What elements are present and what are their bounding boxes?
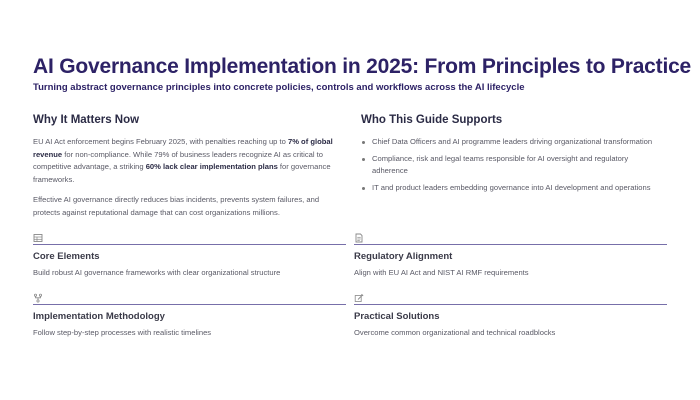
card-description: Build robust AI governance frameworks with clear organizational structure [33, 268, 281, 277]
penalty-highlight: 7% of global revenue [33, 137, 333, 159]
list-item: Chief Data Officers and AI programme leaders driving organizational transformation [361, 136, 661, 149]
grid-icon [33, 233, 43, 243]
list-item: IT and product leaders embedding governance into AI development and operations [361, 182, 661, 195]
tools-icon [354, 293, 364, 303]
document-icon [354, 233, 364, 243]
why-it-matters-section [33, 114, 338, 227]
page-subtitle: Turning abstract governance principles into concrete policies, controls and workflows across the AI lifecycle [33, 82, 525, 93]
why-paragraph-2: Effective AI governance directly reduces bias incidents, prevents system failures, and protects against reputational damage that can cost organizations millions. [33, 195, 320, 217]
card-title: Core Elements [33, 251, 100, 262]
plans-highlight: 60% lack clear implementation plans [145, 162, 278, 171]
card-description: Follow step-by-step processes with realistic timelines [33, 328, 212, 337]
card-divider [354, 304, 667, 305]
bullet-dot [362, 158, 365, 161]
card-divider [354, 244, 667, 245]
list-item: Compliance, risk and legal teams responsible for AI oversight and regulatory adherence [361, 153, 661, 178]
card-practical-solutions [354, 293, 667, 337]
why-paragraph-1: EU AI Act enforcement begins February 2025, with penalties reaching up to 7% of global revenue for non-compliance. While 79% of business leaders recognize AI as critical to competitive advantage, a striking 60% lack clear implementation plans for governance frameworks. [33, 137, 333, 184]
bullet-dot [362, 187, 365, 190]
why-heading: Why It Matters Now [33, 114, 140, 126]
card-description: Align with EU AI Act and NIST AI RMF requirements [354, 268, 529, 277]
card-implementation-methodology [33, 293, 346, 337]
flow-icon [33, 293, 43, 303]
bullet-dot [362, 141, 365, 144]
page-title: AI Governance Implementation in 2025: From Principles to Practice [33, 55, 692, 78]
card-divider [33, 304, 346, 305]
card-title: Implementation Methodology [33, 311, 165, 322]
card-regulatory-alignment [354, 233, 667, 277]
card-divider [33, 244, 346, 245]
card-title: Practical Solutions [354, 311, 440, 322]
card-title: Regulatory Alignment [354, 251, 453, 262]
audience-list [361, 136, 661, 194]
who-supports-section [361, 114, 661, 198]
card-core-elements [33, 233, 346, 277]
who-heading: Who This Guide Supports [361, 114, 503, 126]
card-description: Overcome common organizational and technical roadblocks [354, 328, 556, 337]
